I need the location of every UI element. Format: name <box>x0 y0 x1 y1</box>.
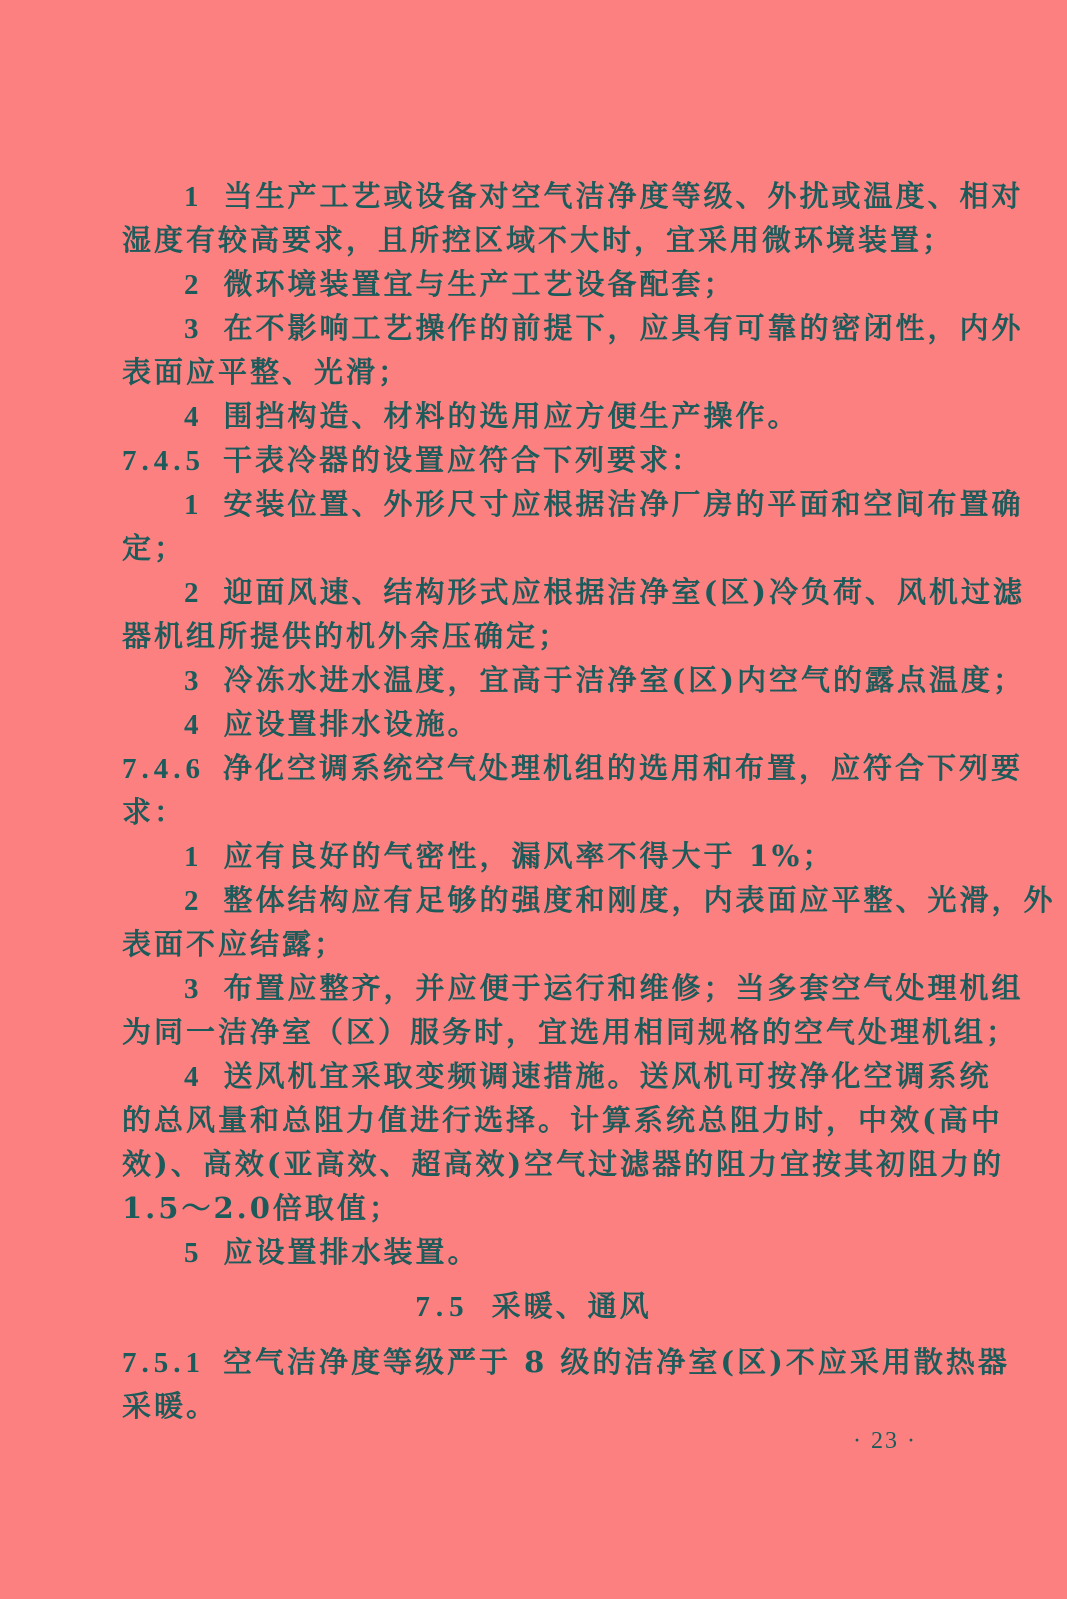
item-number: 4 <box>184 1061 202 1093</box>
item-text: 迎面风速、结构形式应根据洁净室(区)冷负荷、风机过滤 <box>223 575 1025 609</box>
text-line: 表面应平整、光滑； <box>122 355 411 389</box>
item-text: 送风机宜采取变频调速措施。送风机可按净化空调系统 <box>223 1059 992 1093</box>
list-item-2 <box>184 573 1025 611</box>
list-item-4 <box>184 705 480 743</box>
item-number: 2 <box>184 577 202 609</box>
item-text: 当生产工艺或设备对空气洁净度等级、外扰或温度、相对 <box>223 179 1024 213</box>
list-item-3 <box>184 309 1024 347</box>
item-text: 安装位置、外形尺寸应根据洁净厂房的平面和空间布置确 <box>223 487 1024 521</box>
item-number: 1 <box>184 181 202 213</box>
item-number: 2 <box>184 885 202 917</box>
page-number: · 23 · <box>853 1428 917 1454</box>
text-line: 效)、高效(亚高效、超高效)空气过滤器的阻力宜按其初阻力的 <box>122 1147 1005 1181</box>
item-text: 布置应整齐，并应便于运行和维修；当多套空气处理机组 <box>223 971 1024 1005</box>
section-heading <box>0 1287 1067 1326</box>
text-line: 1.5～2.0倍取值； <box>122 1191 401 1225</box>
clause-number: 7.4.6 <box>122 753 205 785</box>
item-text: 应有良好的气密性，漏风率不得大于 1%； <box>223 839 835 873</box>
clause-7-5-1 <box>122 1343 1010 1381</box>
list-item-4 <box>184 397 800 435</box>
section-title: 采暖、通风 <box>491 1289 652 1323</box>
clause-7-4-5 <box>122 441 703 479</box>
item-number: 5 <box>184 1237 202 1269</box>
clause-7-4-6 <box>122 749 1023 787</box>
list-item-3 <box>184 969 1024 1007</box>
section-number: 7.5 <box>415 1291 470 1323</box>
item-number: 3 <box>184 313 202 345</box>
text-line: 采暖。 <box>122 1389 219 1423</box>
item-number: 1 <box>184 489 202 521</box>
text-line: 表面不应结露； <box>122 927 347 961</box>
item-number: 2 <box>184 269 202 301</box>
item-text: 整体结构应有足够的强度和刚度，内表面应平整、光滑，外 <box>223 883 1056 917</box>
text-line: 的总风量和总阻力值进行选择。计算系统总阻力时，中效(高中 <box>122 1103 1003 1137</box>
list-item-5 <box>184 1233 480 1271</box>
list-item-3 <box>184 661 1025 699</box>
text-line: 器机组所提供的机外余压确定； <box>122 619 571 653</box>
item-text: 微环境装置宜与生产工艺设备配套； <box>223 267 736 301</box>
text-line: 湿度有较高要求，且所控区域不大时，宜采用微环境装置； <box>122 223 955 257</box>
clause-text: 干表冷器的设置应符合下列要求： <box>223 443 704 477</box>
item-number: 4 <box>184 709 202 741</box>
item-number: 3 <box>184 665 202 697</box>
item-text: 冷冻水进水温度，宜高于洁净室(区)内空气的露点温度； <box>223 663 1025 697</box>
clause-text: 空气洁净度等级严于 8 级的洁净室(区)不应采用散热器 <box>223 1345 1010 1379</box>
text-line: 为同一洁净室（区）服务时，宜选用相同规格的空气处理机组； <box>122 1015 1019 1049</box>
item-text: 围挡构造、材料的选用应方便生产操作。 <box>223 399 800 433</box>
list-item-1 <box>184 837 834 875</box>
list-item-1 <box>184 177 1024 215</box>
list-item-2 <box>184 265 736 303</box>
item-number: 3 <box>184 973 202 1005</box>
item-number: 4 <box>184 401 202 433</box>
item-number: 1 <box>184 841 202 873</box>
list-item-2 <box>184 881 1056 919</box>
text-line: 求： <box>122 795 187 829</box>
item-text: 在不影响工艺操作的前提下，应具有可靠的密闭性，内外 <box>223 311 1024 345</box>
list-item-1 <box>184 485 1024 523</box>
item-text: 应设置排水装置。 <box>223 1235 480 1269</box>
item-text: 应设置排水设施。 <box>223 707 480 741</box>
clause-number: 7.4.5 <box>122 445 205 477</box>
list-item-4 <box>184 1057 992 1095</box>
clause-text: 净化空调系统空气处理机组的选用和布置，应符合下列要 <box>223 751 1024 785</box>
text-line: 定； <box>122 531 187 565</box>
clause-number: 7.5.1 <box>122 1347 205 1379</box>
